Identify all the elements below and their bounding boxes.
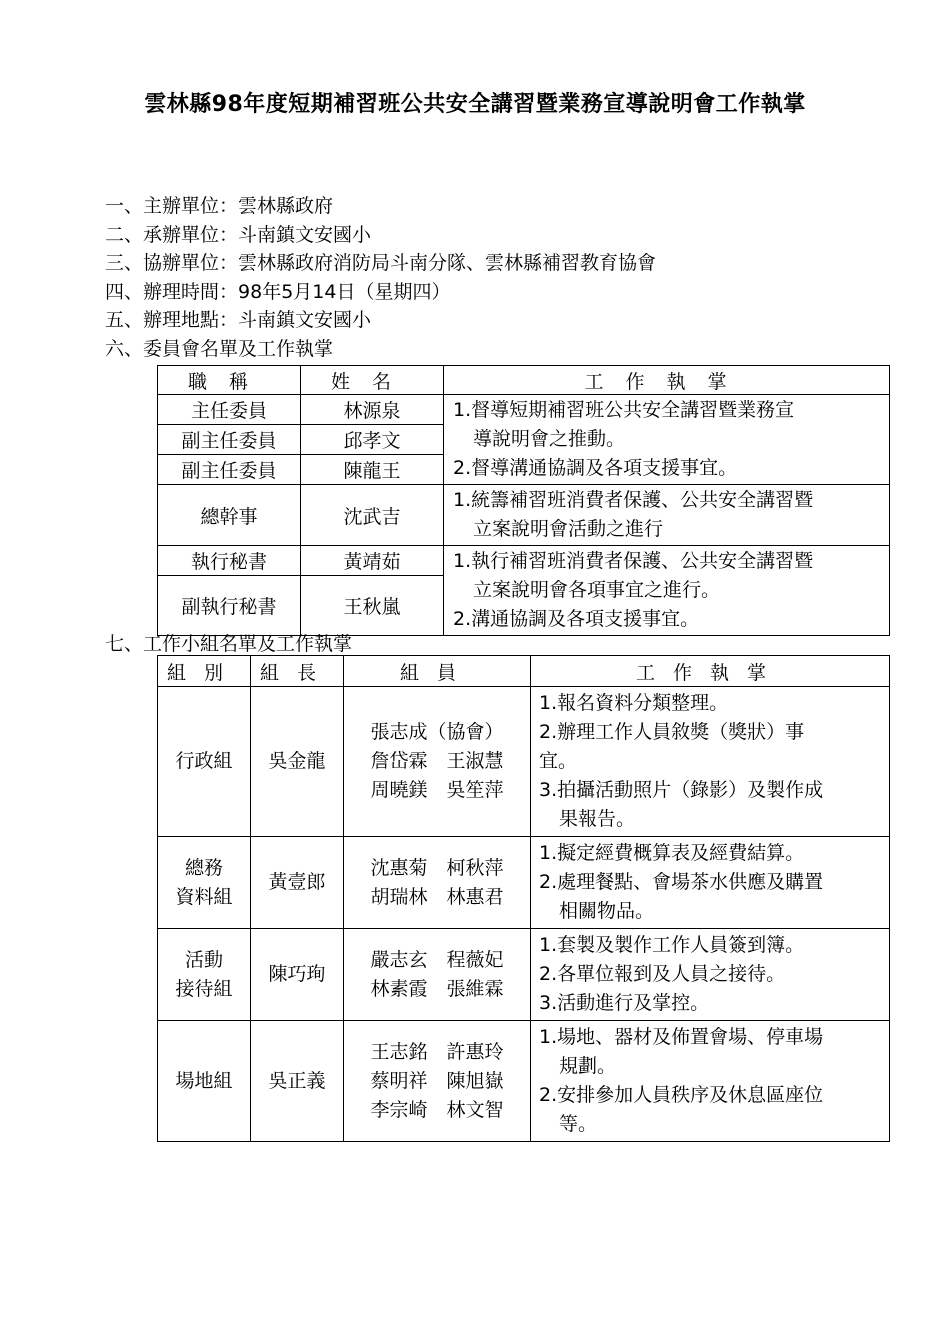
name-cell: 林源泉 (301, 395, 444, 425)
table-row (158, 687, 890, 837)
role-cell: 副執行秘書 (158, 576, 301, 636)
group-cell: 總務 資料組 (158, 837, 251, 929)
info-item-host: 二、承辦單位：斗南鎮文安國小 (105, 223, 372, 246)
role-cell: 總幹事 (158, 485, 301, 546)
role-cell: 副主任委員 (158, 455, 301, 485)
header-leader: 組長 (251, 656, 344, 687)
duty-cell: 1.擬定經費概算表及經費結算。 2.處理餐點、會場茶水供應及購置 相關物品。 (531, 837, 890, 929)
committee-table (157, 365, 890, 636)
section-heading: 七、工作小組名單及工作執掌 (105, 633, 353, 655)
role-cell: 主任委員 (158, 395, 301, 425)
role-cell: 執行秘書 (158, 546, 301, 576)
table-row (158, 1021, 890, 1142)
group-cell: 活動 接待組 (158, 929, 251, 1021)
duty-cell: 1.報名資料分類整理。 2.辦理工作人員敘獎（獎狀）事 宜。 3.拍攝活動照片（錄影）及製作成 果報告。 (531, 687, 890, 837)
name-cell: 黃靖茹 (301, 546, 444, 576)
name-cell: 王秋嵐 (301, 576, 444, 636)
header-name: 姓名 (301, 366, 444, 395)
duty-cell: 1.督導短期補習班公共安全講習暨業務宣 導說明會之推動。 2.督導溝通協調及各項支援事宜。 (444, 395, 890, 485)
header-members: 組員 (344, 656, 531, 687)
header-role: 職稱 (158, 366, 301, 395)
info-item-time: 四、辦理時間：98年5月14日（星期四） (105, 280, 451, 303)
info-item-committee-heading: 六、委員會名單及工作執掌 (105, 337, 334, 360)
header-group: 組別 (158, 656, 251, 687)
table-header-row (158, 656, 890, 687)
duty-cell: 1.套製及製作工作人員簽到簿。 2.各單位報到及人員之接待。 3.活動進行及掌控。 (531, 929, 890, 1021)
duty-cell: 1.場地、器材及佈置會場、停車場 規劃。 2.安排參加人員秩序及休息區座位 等。 (531, 1021, 890, 1142)
header-duty: 工作執掌 (531, 656, 890, 687)
table-row (158, 395, 890, 425)
table-row (158, 837, 890, 929)
leader-cell: 吳金龍 (251, 687, 344, 837)
members-cell: 張志成（協會） 詹岱霖 王淑慧 周曉鎂 吳笙萍 (344, 687, 531, 837)
leader-cell: 吳正義 (251, 1021, 344, 1142)
duty-cell: 1.執行補習班消費者保護、公共安全講習暨 立案說明會各項事宜之進行。 2.溝通協調及各項支援事宜。 (444, 546, 890, 636)
header-duty: 工作執掌 (444, 366, 890, 395)
leader-cell: 陳巧珣 (251, 929, 344, 1021)
table-row (158, 929, 890, 1021)
name-cell: 邱孝文 (301, 425, 444, 455)
table-row (158, 485, 890, 546)
groups-table (157, 655, 890, 1142)
table-header-row (158, 366, 890, 395)
members-cell: 沈惠菊 柯秋萍 胡瑞林 林惠君 (344, 837, 531, 929)
name-cell: 沈武吉 (301, 485, 444, 546)
name-cell: 陳龍王 (301, 455, 444, 485)
role-cell: 副主任委員 (158, 425, 301, 455)
group-cell: 場地組 (158, 1021, 251, 1142)
info-item-organizer: 一、主辦單位：雲林縣政府 (105, 195, 334, 217)
members-cell: 嚴志玄 程薇妃 林素霞 張維霖 (344, 929, 531, 1021)
page-title: 雲林縣98年度短期補習班公共安全講習暨業務宣導說明會工作執掌 (144, 92, 806, 117)
members-cell: 王志銘 許惠玲 蔡明祥 陳旭嶽 李宗崎 林文智 (344, 1021, 531, 1142)
info-item-co-organizer: 三、協辦單位：雲林縣政府消防局斗南分隊、雲林縣補習教育協會 (105, 252, 657, 274)
info-item-location: 五、辦理地點：斗南鎮文安國小 (105, 309, 372, 331)
duty-cell: 1.統籌補習班消費者保護、公共安全講習暨 立案說明會活動之進行 (444, 485, 890, 546)
table-row (158, 546, 890, 576)
info-list (105, 192, 656, 363)
group-cell: 行政組 (158, 687, 251, 837)
leader-cell: 黃壹郎 (251, 837, 344, 929)
